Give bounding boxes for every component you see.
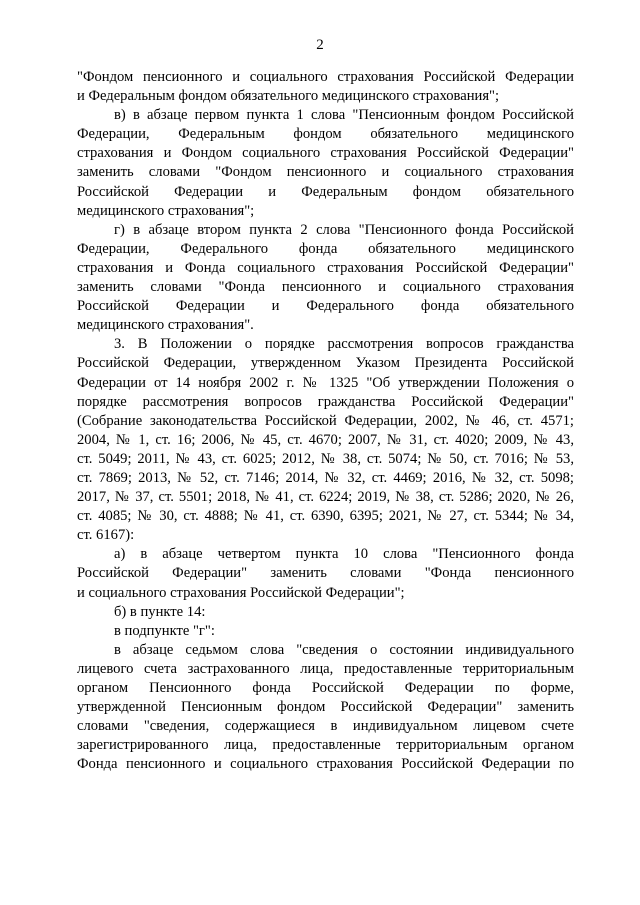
text-line: заменить словами "Фондом пенсионного и социального страхования (77, 164, 574, 181)
text-line: ст. 6167): (77, 527, 135, 544)
text-line: (Собрание законодательства Российской Федерации, 2002, № 46, ст. 4571; (77, 412, 574, 429)
text-line: ст. 5049; 2011, № 43, ст. 6025; 2012, № 38, ст. 5074; № 50, ст. 7016; № 53, (77, 450, 574, 467)
text-line: б) в пункте 14: (114, 603, 206, 620)
text-line: в подпункте "г": (114, 622, 215, 639)
text-line: страхования и Фондом социального страхования Российской Федерации" (77, 145, 574, 162)
text-line: ст. 4085; № 30, ст. 4888; № 41, ст. 6390, 6395; 2021, № 27, ст. 5344; № 34, (77, 508, 574, 525)
text-line: г) в абзаце втором пункта 2 слова "Пенсионного фонда Российской (114, 221, 574, 238)
text-line: медицинского страхования"; (77, 202, 255, 219)
text-line: словами "сведения, содержащиеся в индивидуальном лицевом счете (77, 718, 574, 735)
text-line: и Федеральным фондом обязательного медицинского страхования"; (77, 88, 500, 105)
text-line: страхования и Фонда социального страхования Российской Федерации" (77, 259, 574, 276)
text-line: в) в абзаце первом пункта 1 слова "Пенсионным фондом Российской (114, 107, 574, 124)
text-line: Российской Федерации и Федеральным фондом обязательного (77, 183, 574, 200)
text-line: 2017, № 37, ст. 5501; 2018, № 41, ст. 6224; 2019, № 38, ст. 5286; 2020, № 26, (77, 489, 574, 506)
text-line: 2004, № 1, ст. 16; 2006, № 45, ст. 4670; 2007, № 31, ст. 4020; 2009, № 43, (77, 431, 574, 448)
text-line: а) в абзаце четвертом пункта 10 слова "Пенсионного фонда (114, 546, 574, 563)
text-line: 3. В Положении о порядке рассмотрения вопросов гражданства (114, 336, 574, 353)
text-line: медицинского страхования". (77, 317, 254, 334)
page-number: 2 (316, 37, 324, 53)
text-line: Фонда пенсионного и социального страхования Российской Федерации по (77, 756, 574, 773)
document-body (77, 68, 574, 774)
text-line: Российской Федерации" заменить словами "Фонда пенсионного (77, 565, 574, 582)
text-line: органом Пенсионного фонда Российской Федерации по форме, (77, 680, 574, 696)
text-line: ст. 7869; 2013, № 52, ст. 7146; 2014, № 32, ст. 4469; 2016, № 32, ст. 5098; (77, 469, 574, 486)
text-line: утвержденной Пенсионным фондом Российской Федерации" заменить (77, 699, 574, 716)
text-line: Федерации, Федеральным фондом обязательного медицинского (77, 126, 574, 143)
text-line: Федерации от 14 ноября 2002 г. № 1325 "Об утверждении Положения о (77, 374, 574, 391)
text-line: Российской Федерации и Федерального фонда обязательного (77, 298, 574, 315)
text-line: "Фондом пенсионного и социального страхования Российской Федерации (77, 69, 574, 85)
text-line: порядке рассмотрения вопросов гражданства Российской Федерации" (77, 393, 574, 410)
text-line: в абзаце седьмом слова "сведения о состоянии индивидуального (114, 641, 574, 658)
text-line: заменить словами "Фонда пенсионного и социального страхования (77, 279, 574, 296)
text-line: Федерации, Федерального фонда обязательного медицинского (77, 240, 574, 257)
text-line: Российской Федерации, утвержденном Указом Президента Российской (77, 355, 574, 372)
text-line: зарегистрированного лица, предоставленные территориальным органом (77, 737, 574, 754)
text-line: лицевого счета застрахованного лица, предоставленные территориальным (77, 660, 574, 677)
text-line: и социального страхования Российской Федерации"; (77, 584, 405, 601)
